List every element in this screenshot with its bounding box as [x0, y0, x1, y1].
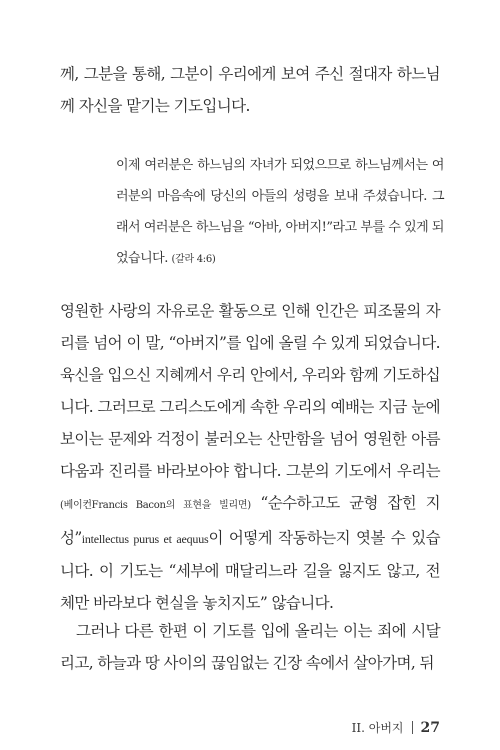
paragraph-main-part1: 영원한 사랑의 자유로운 활동으로 인해 인간은 피조물의 자리를 넘어 이 말, “아버지”를 입에 올릴 수 있게 되었습니다. 육신을 입으신 지혜께서 우리 안에서, 우리와 함께 기도하십니다. 그러므로 그리스도에게 속한 우리의 예배는 지금 눈에 보이는 문제와 걱정이 불러오는 산만함을 넘어 영원한 아름다움과 진리를 바라보아야 합니다. 그분의 기도에서 우리는 [60, 302, 440, 480]
block-quote [116, 150, 444, 275]
paragraph-continuation: 께, 그분을 통해, 그분이 우리에게 보여 주신 절대자 하느님께 자신을 맡기는 기도입니다. [60, 65, 440, 115]
paragraph-main-part2: “순수하고도 균형 잡힌 지성” [60, 494, 440, 547]
paragraph-next: 그러나 다른 한편 이 기도를 입에 올리는 이는 죄에 시달리고, 하늘과 땅 사이의 끊임없는 긴장 속에서 살아가며, 뒤 [60, 622, 440, 672]
paragraph-main-part3: 이 어떻게 작동하는지 엿볼 수 있습니다. 이 기도는 “세부에 매달리느라 길을 잃지도 않고, 전체만 바라보다 현실을 놓치지도” 않습니다. [60, 529, 440, 612]
page-footer [352, 719, 440, 736]
paragraph-main [60, 295, 440, 619]
quote-citation: (갈라 4:6) [171, 254, 216, 265]
latin-phrase: intellectus purus et aequus [81, 532, 209, 546]
running-head-chapter: II. 아버지 [351, 721, 404, 735]
page-number: 27 [420, 719, 440, 736]
footer-divider [412, 721, 413, 734]
paragraph-parenthetical: (베이컨Francis Bacon의 표현을 빌리면) [60, 500, 251, 511]
quote-text: 이제 여러분은 하느님의 자녀가 되었으므로 하느님께서는 여러분의 마음속에 당신의 아들의 성령을 보내 주셨습니다. 그래서 여러분은 하느님을 “아바, 아버지!”라고 부를 수 있게 되었습니다. [116, 158, 444, 266]
